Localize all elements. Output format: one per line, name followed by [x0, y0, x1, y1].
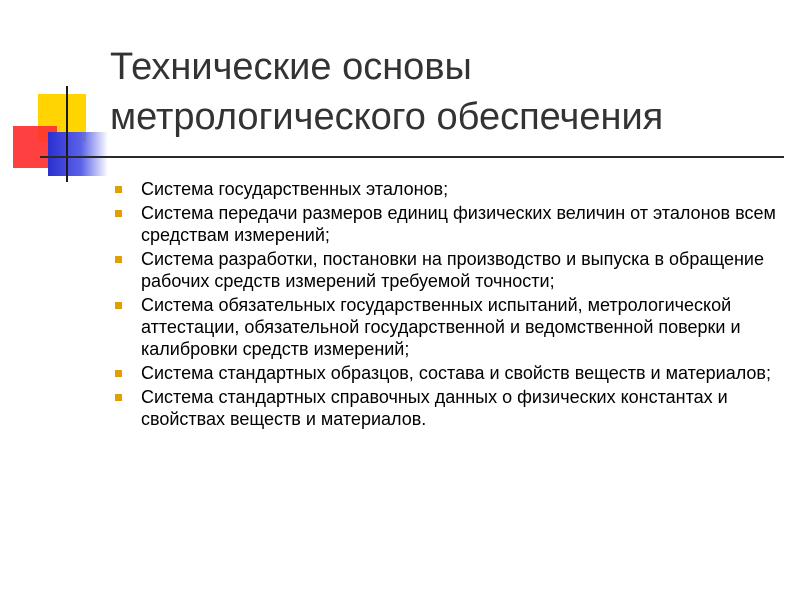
square-bullet-icon — [115, 302, 122, 309]
bullet-item — [112, 178, 777, 200]
logo-vertical-line — [66, 86, 68, 182]
bullet-item — [112, 294, 777, 360]
bullet-item — [112, 386, 777, 430]
slide-title-line-1: Технические основы — [110, 46, 472, 88]
bullet-item — [112, 248, 777, 292]
bullet-list — [112, 178, 777, 432]
bullet-item — [112, 362, 777, 384]
bullet-text: Система стандартных образцов, состава и свойств веществ и материалов; — [141, 363, 771, 383]
bullet-text: Система передачи размеров единиц физических величин от эталонов всем средствам измерений; — [141, 203, 776, 245]
square-bullet-icon — [115, 210, 122, 217]
bullet-text: Система разработки, постановки на производство и выпуска в обращение рабочих средств измерений требуемой точности; — [141, 249, 764, 291]
slide-title — [110, 42, 780, 142]
slide-title-line-2: метрологического обеспечения — [110, 96, 664, 138]
square-bullet-icon — [115, 394, 122, 401]
square-bullet-icon — [115, 370, 122, 377]
logo-blue-square — [48, 132, 108, 176]
bullet-text: Система стандартных справочных данных о физических константах и свойствах веществ и материалов. — [141, 387, 728, 429]
bullet-text: Система обязательных государственных испытаний, метрологической аттестации, обязательной государственной и ведомственной поверки и калибровки средств измерений; — [141, 295, 741, 359]
bullet-item — [112, 202, 777, 246]
bullet-text: Система государственных эталонов; — [141, 179, 449, 199]
title-underline — [40, 156, 784, 158]
square-bullet-icon — [115, 256, 122, 263]
square-bullet-icon — [115, 186, 122, 193]
